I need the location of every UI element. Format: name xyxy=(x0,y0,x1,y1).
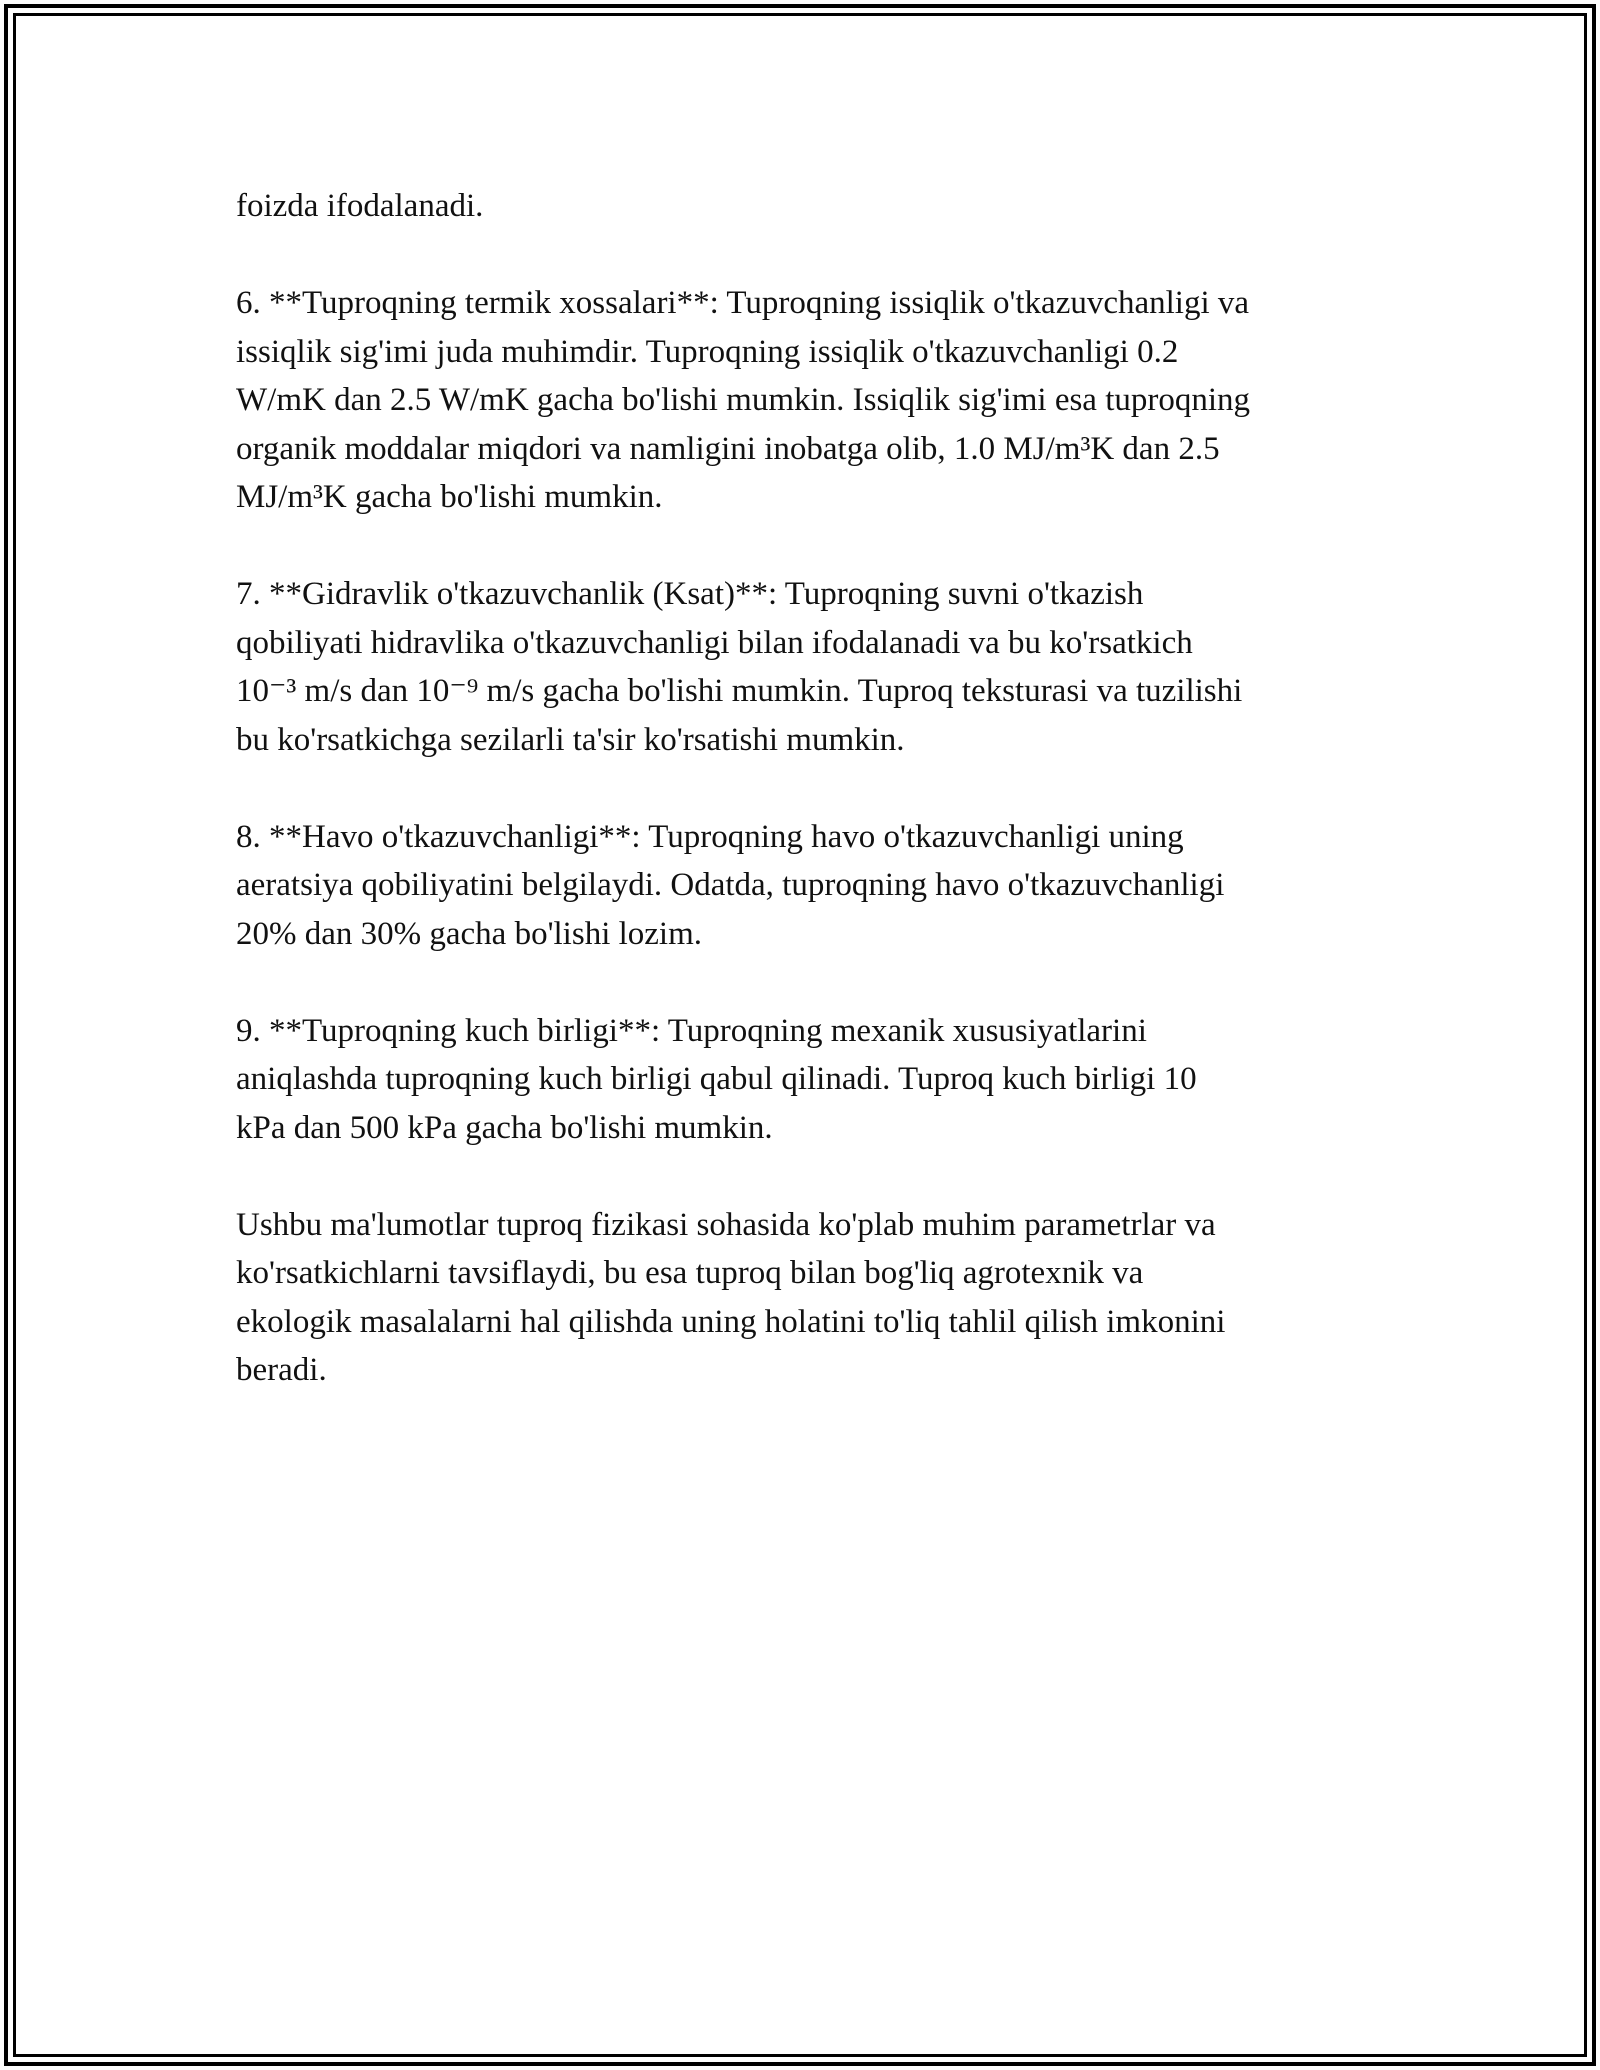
paragraph-thermal-properties: 6. **Tuproqning termik xossalari**: Tuproqning issiqlik o'tkazuvchanligi va issiqlik sig'imi juda muhimdir. Tuproqning issiqlik o'tkazuvchanligi 0.2 W/mK dan 2.5 W/mK gacha bo'lishi mumkin. Issiqlik sig'imi esa tuproqning organik moddalar miqdori va namligini inobatga olib, 1.0 MJ/m³K dan 2.5 MJ/m³K gacha bo'lishi mumkin. xyxy=(236,285,1251,515)
paragraph-hydraulic-conductivity: 7. **Gidravlik o'tkazuvchanlik (Ksat)**: Tuproqning suvni o'tkazish qobiliyati hidravlika o'tkazuvchanligi bilan ifodalanadi va bu ko'rsatkich 10⁻³ m/s dan 10⁻⁹ m/s gacha bo'lishi mumkin. Tuproq teksturasi va tuzilishi bu ko'rsatkichga sezilarli ta'sir ko'rsatishi mumkin. xyxy=(236,576,1243,758)
document-body xyxy=(236,182,1376,1395)
paragraph-conclusion: Ushbu ma'lumotlar tuproq fizikasi sohasida ko'plab muhim parametrlar va ko'rsatkichlarni tavsiflaydi, bu esa tuproq bilan bog'liq agrotexnik va ekologik masalalarni hal qilishda uning holatini to'liq tahlil qilish imkonini beradi. xyxy=(236,1206,1226,1388)
paragraph-soil-strength: 9. **Tuproqning kuch birligi**: Tuproqning mexanik xususiyatlarini aniqlashda tuproqning kuch birligi qabul qilinadi. Tuproq kuch birligi 10 kPa dan 500 kPa gacha bo'lishi mumkin. xyxy=(236,1012,1197,1146)
paragraph-continuation: foizda ifodalanadi. xyxy=(236,188,484,224)
paragraph-air-permeability: 8. **Havo o'tkazuvchanligi**: Tuproqning havo o'tkazuvchanligi uning aeratsiya qobiliyatini belgilaydi. Odatda, tuproqning havo o'tkazuvchanligi 20% dan 30% gacha bo'lishi lozim. xyxy=(236,818,1225,952)
